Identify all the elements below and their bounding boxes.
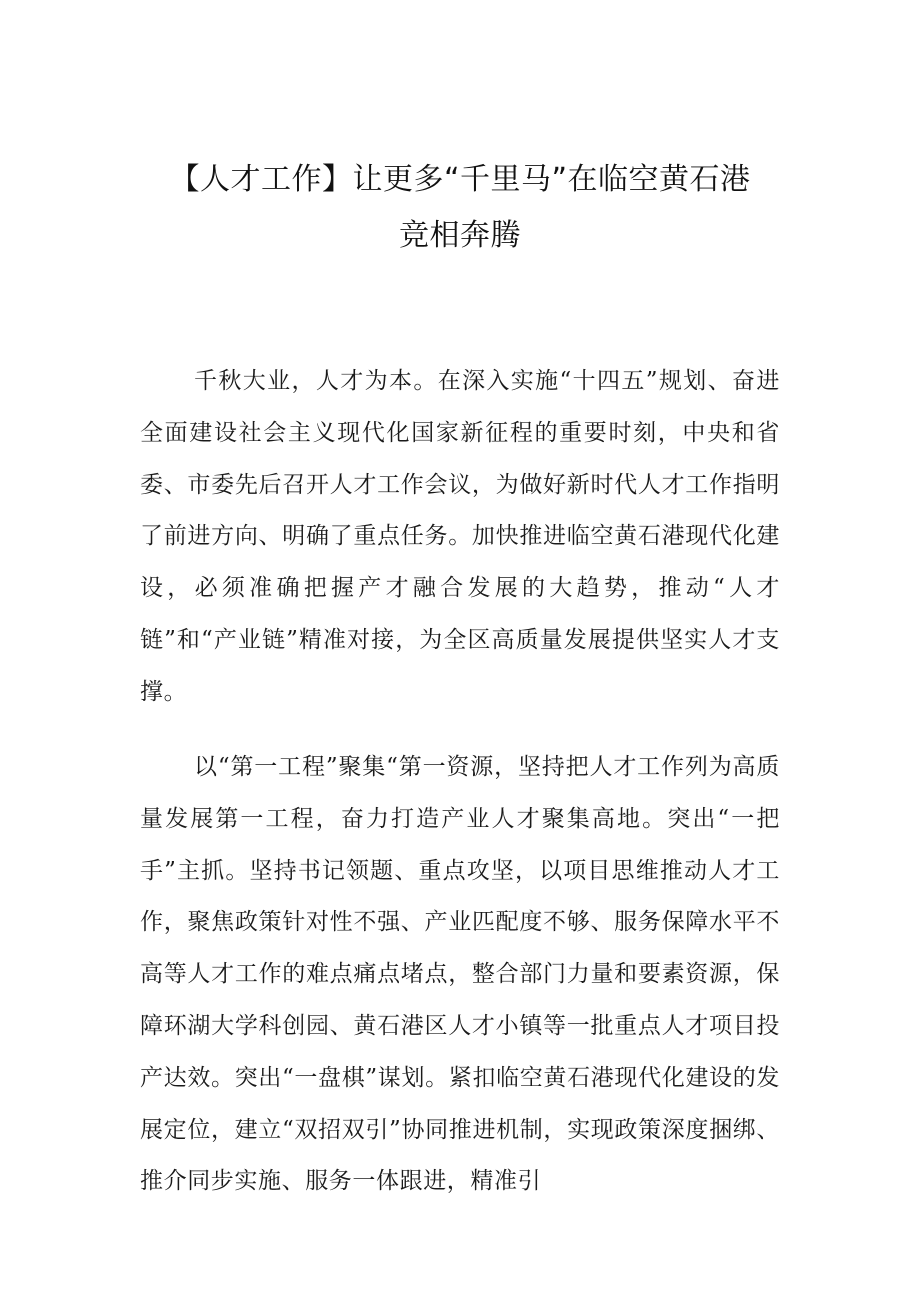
document-title-line-1: 【人才工作】让更多“千里马”在临空黄石港: [169, 162, 751, 197]
body-paragraph: 千秋大业，人才为本。在深入实施“十四五”规划、奋进全面建设社会主义现代化国家新征程的重要时刻，中央和省委、市委先后召开人才工作会议，为做好新时代人才工作指明了前进方向、明确了重点任务。加快推进临空黄石港现代化建设，必须准确把握产才融合发展的大趋势，推动“人才链”和“产业链”精准对接，为全区高质量发展提供坚实人才支撑。: [140, 368, 780, 705]
document-title-line-2: 竞相奔腾: [399, 218, 521, 253]
body-paragraph: 以“第一工程”聚集“第一资源，坚持把人才工作列为高质量发展第一工程，奋力打造产业人才聚集高地。突出“一把手”主抓。坚持书记领题、重点攻坚，以项目思维推动人才工作，聚焦政策针对性不强、产业匹配度不够、服务保障水平不高等人才工作的难点痛点堵点，整合部门力量和要素资源，保障环湖大学科创园、黄石港区人才小镇等一批重点人才项目投产达效。突出“一盘棋”谋划。紧扣临空黄石港现代化建设的发展定位，建立“双招双引”协同推进机制，实现政策深度捆绑、推介同步实施、服务一体跟进，精准引: [140, 754, 780, 1195]
